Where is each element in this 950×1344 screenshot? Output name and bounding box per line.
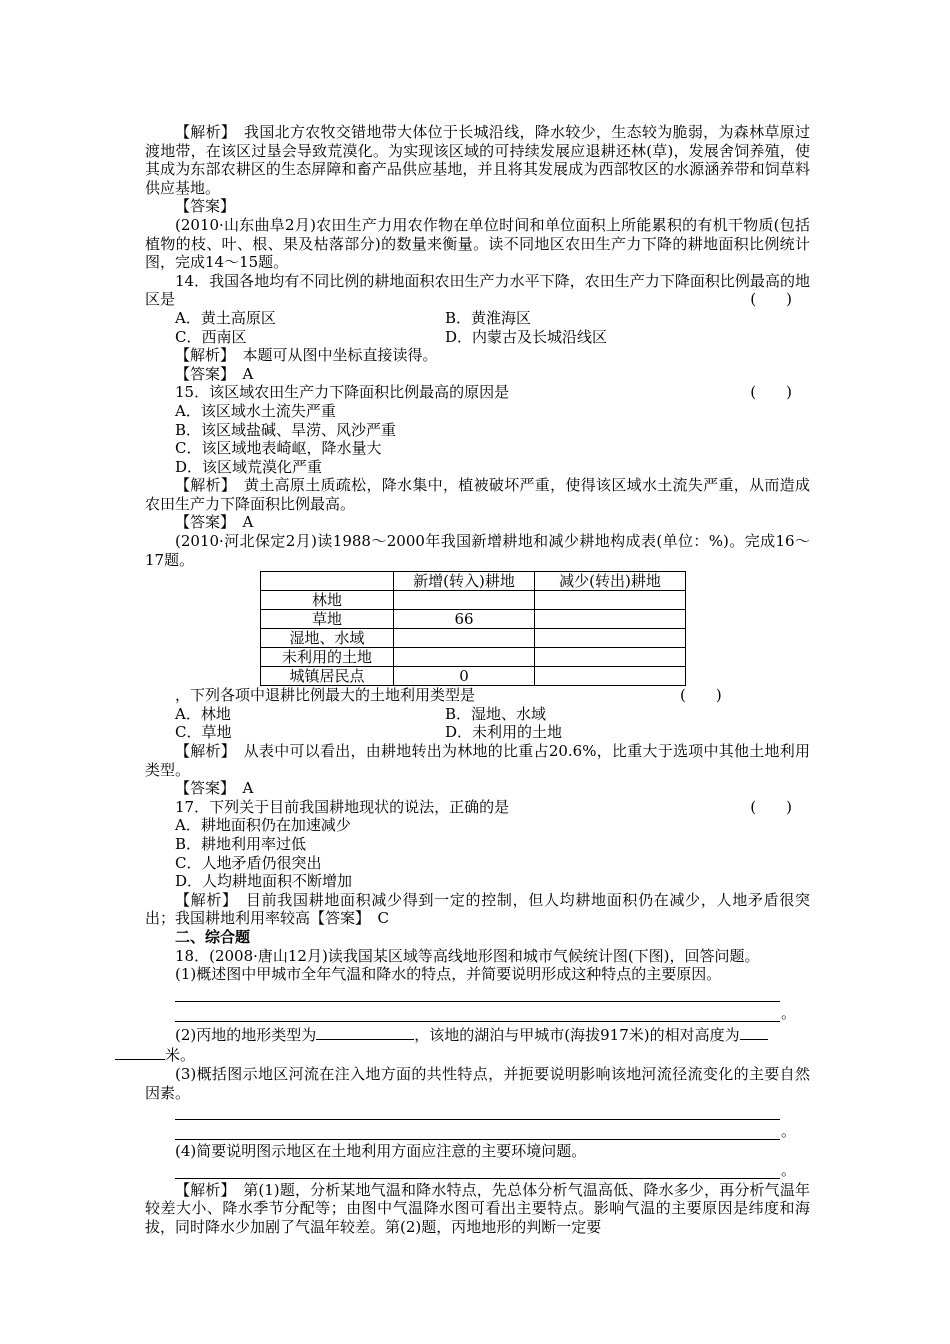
- question-17-option-b: B．耕地利用率过低: [175, 835, 307, 853]
- table-row: [261, 648, 686, 667]
- question-15-answer: 【答案】 A: [175, 513, 254, 532]
- question-16-option-d: D．未利用的土地: [445, 723, 563, 742]
- question-18-part-4: (4)简要说明图示地区在土地利用方面应注意的主要环境问题。: [175, 1142, 587, 1161]
- document-page: [145, 123, 810, 1237]
- period-mark: 。: [781, 1160, 797, 1179]
- question-18-part-2-prefix: (2)丙地的地形类型为: [175, 1025, 317, 1044]
- table-cell: [394, 648, 535, 667]
- answer-label-1: 【答案】: [175, 197, 236, 216]
- question-18-part-2-suffix: 米。: [165, 1046, 196, 1065]
- answer-blank-terrain[interactable]: [316, 1024, 414, 1040]
- question-16-answer: 【答案】 A: [175, 779, 254, 798]
- answer-blank-line[interactable]: [145, 1161, 810, 1181]
- land-change-table: [260, 571, 686, 686]
- question-16-option-a: A．林地: [175, 704, 231, 723]
- table-cell: [535, 610, 686, 629]
- table-cell: 0: [394, 667, 535, 686]
- question-15-text: 15．该区域农田生产力下降面积比例最高的原因是: [175, 383, 510, 402]
- question-16-paren: ( ): [680, 686, 722, 705]
- question-16-option-c: C．草地: [175, 723, 232, 742]
- question-16-text: ，下列各项中退耕比例最大的土地利用类型是: [175, 686, 476, 705]
- question-16: [145, 686, 810, 798]
- question-14-option-a: A．黄土高原区: [175, 308, 276, 327]
- table-header-row: [261, 572, 686, 591]
- table-header-cell: [261, 572, 394, 591]
- question-14-text: 14．我国各地均有不同比例的耕地面积农田生产力水平下降，农田生产力下降面积比例最高的地区是: [145, 271, 810, 309]
- question-17-option-d: D．人均耕地面积不断增加: [175, 872, 353, 891]
- question-15-explanation: 【解析】 黄土高原土质疏松，降水集中，植被破坏严重，使得该区域水土流失严重，从而造成农田生产力下降面积比例最高。: [145, 476, 810, 513]
- question-15-option-c: C．该区域地表崎岖，降水量大: [175, 439, 382, 458]
- table-cell: 未利用的土地: [261, 648, 394, 667]
- answer-blank-line[interactable]: [145, 1122, 810, 1142]
- table-row: [261, 667, 686, 686]
- question-17-paren: ( ): [750, 797, 792, 816]
- table-row: [261, 591, 686, 610]
- question-17: [145, 798, 810, 928]
- question-14-paren: ( ): [750, 290, 792, 309]
- table-cell: 草地: [261, 610, 394, 629]
- answer-blank-line[interactable]: [145, 984, 810, 1004]
- question-18-explanation: 【解析】 第(1)题，分析某地气温和降水特点，先总体分析气温高低、降水多少，再分析气温年较差大小、降水季节分配等；由图中气温降水图可看出主要特点。影响气温的主要原因是纬度和海拔，同时降水少加剧了气温年较差。第(2)题，丙地地形的判断一定要: [145, 1180, 810, 1236]
- question-15: [145, 383, 810, 532]
- table-cell: [535, 667, 686, 686]
- question-14-option-d: D．内蒙古及长城沿线区: [445, 327, 608, 346]
- period-mark: 。: [781, 1003, 797, 1022]
- table-cell: 林地: [261, 591, 394, 610]
- question-16-option-b: B．湿地、水域: [445, 704, 547, 723]
- question-17-text: 17．下列关于目前我国耕地现状的说法，正确的是: [175, 797, 510, 816]
- question-18-part-3: (3)概括图示地区河流在注入地方面的共性特点，并扼要说明影响该地河流径流变化的主要自然因素。: [145, 1064, 810, 1102]
- question-17-option-c: C．人地矛盾仍很突出: [175, 853, 322, 872]
- question-14: [145, 272, 810, 384]
- table-header-cell: 减少(转出)耕地: [535, 572, 686, 591]
- table-cell: 66: [394, 610, 535, 629]
- table-row: [261, 610, 686, 629]
- table-cell: [535, 629, 686, 648]
- table-cell: [535, 591, 686, 610]
- question-15-option-b: B．该区域盐碱、旱涝、风沙严重: [175, 420, 397, 439]
- answer-blank-line[interactable]: [145, 1102, 810, 1122]
- question-15-option-d: D．该区域荒漠化严重: [175, 457, 323, 476]
- question-18-text: 18．(2008·唐山12月)读我国某区域等高线地形图和城市气候统计图(下图)，回答问题。: [175, 946, 760, 965]
- question-16-explanation: 【解析】 从表中可以看出，由耕地转出为林地的比重占20.6%，比重大于选项中其他土地利用类型。: [145, 742, 810, 779]
- question-18-part-2: [145, 1024, 810, 1065]
- table-cell: 城镇居民点: [261, 667, 394, 686]
- question-17-explanation: 【解析】 目前我国耕地面积减少得到一定的控制，但人均耕地面积仍在减少，人地矛盾很突出；我国耕地利用率较高【答案】 C: [145, 890, 810, 928]
- period-mark: 。: [781, 1122, 797, 1141]
- paragraph-intro-14-15: (2010·山东曲阜2月)农田生产力用农作物在单位时间和单位面积上所能累积的有机干物质(包括植物的枝、叶、根、果及枯落部分)的数量来衡量。读不同地区农田生产力下降的耕地面积比例统计图，完成14～15题。: [145, 215, 810, 272]
- question-14-option-c: C．西南区: [175, 327, 247, 346]
- table-header-cell: 新增(转入)耕地: [394, 572, 535, 591]
- answer-blank-height[interactable]: [740, 1024, 768, 1040]
- table-cell: 湿地、水域: [261, 629, 394, 648]
- question-18: [145, 947, 810, 1237]
- answer-blank-height-cont[interactable]: [115, 1044, 165, 1060]
- table-cell: [394, 629, 535, 648]
- answer-blank-line[interactable]: [145, 1004, 810, 1024]
- table-cell: [394, 591, 535, 610]
- paragraph-intro-16-17: (2010·河北保定2月)读1988～2000年我国新增耕地和减少耕地构成表(单位：%)。完成16～17题。: [145, 532, 810, 569]
- question-14-answer: 【答案】 A: [175, 364, 254, 383]
- question-14-option-b: B．黄淮海区: [445, 308, 532, 327]
- question-14-explanation: 【解析】 本题可从图中坐标直接读得。: [175, 346, 438, 365]
- question-17-option-a: A．耕地面积仍在加速减少: [175, 816, 351, 835]
- question-18-part-2-middle: ，该地的湖泊与甲城市(海拔917米)的相对高度为: [414, 1025, 740, 1044]
- table-cell: [535, 648, 686, 667]
- section-heading-comprehensive: 二、综合题: [175, 927, 251, 946]
- paragraph-explanation-1: 【解析】 我国北方农牧交错地带大体位于长城沿线，降水较少，生态较为脆弱，为森林草原过渡地带，在该区过垦会导致荒漠化。为实现该区域的可持续发展应退耕还林(草)，发展舍饲养殖，使其成为东部农耕区的生态屏障和畜产品供应基地，并且将其发展成为西部牧区的水源涵养带和饲草料供应基地。: [145, 123, 810, 197]
- table-row: [261, 629, 686, 648]
- question-18-part-1: (1)概述图中甲城市全年气温和降水的特点，并简要说明形成这种特点的主要原因。: [175, 965, 722, 984]
- question-15-paren: ( ): [750, 383, 792, 402]
- question-15-option-a: A．该区域水土流失严重: [175, 401, 336, 420]
